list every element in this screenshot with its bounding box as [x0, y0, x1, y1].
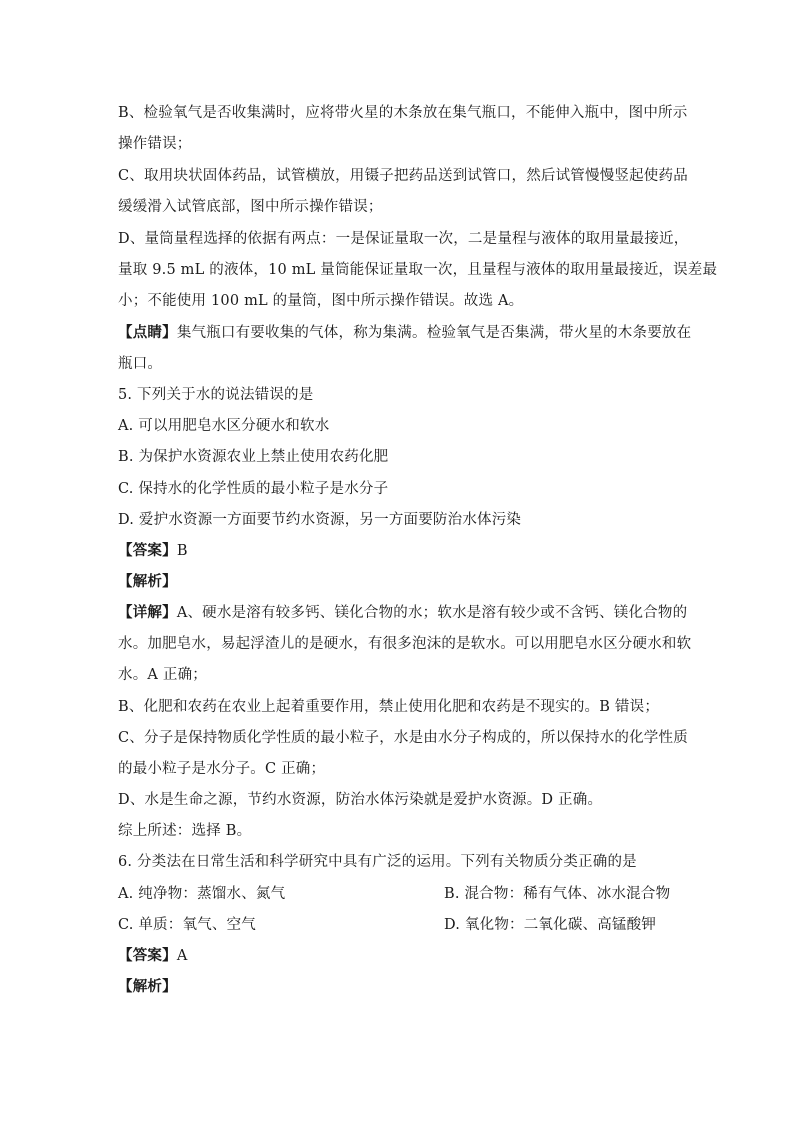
- q5-detail-b: B、化肥和农药在农业上起着重要作用，禁止使用化肥和农药是不现实的。B 错误；: [118, 699, 660, 715]
- dianjing-text: 集气瓶口有要收集的气体，称为集满。检验氧气是否集满，带火星的木条要放在: [176, 325, 692, 341]
- q5-detail-a3: 水。A 正确；: [118, 667, 207, 683]
- q6-stem: 6. 分类法在日常生活和科学研究中具有广泛的运用。下列有关物质分类正确的是: [118, 854, 637, 870]
- q5-detail-c2: 的最小粒子是水分子。C 正确；: [118, 761, 326, 777]
- dianjing-line-1: [118, 324, 691, 342]
- paragraph-c-line-1: C、取用块状固体药品，试管横放，用镊子把药品送到试管口，然后试管慢慢竖起使药品: [118, 168, 688, 184]
- q6-option-c: C. 单质：氧气、空气: [118, 917, 256, 933]
- q6-option-a: A. 纯净物：蒸馏水、氮气: [118, 886, 286, 902]
- q6-answer-label: 【答案】: [118, 947, 177, 964]
- paragraph-d-line-2: 量取 9.5 mL 的液体，10 mL 量筒能保证量取一次，且量程与液体的取用量最接近，误差最: [118, 262, 718, 278]
- q5-option-d: D. 爱护水资源一方面要节约水资源，另一方面要防治水体污染: [118, 512, 522, 528]
- q5-detail-d: D、水是生命之源，节约水资源，防治水体污染就是爱护水资源。D 正确。: [118, 792, 603, 808]
- q5-summary: 综上所述：选择 B。: [118, 823, 252, 839]
- q5-answer-value: B: [176, 543, 188, 559]
- paragraph-b-line-1: B、检验氧气是否收集满时，应将带火星的木条放在集气瓶口，不能伸入瓶中，图中所示: [118, 105, 688, 121]
- paragraph-d-line-3: 小；不能使用 100 mL 的量筒，图中所示操作错误。故选 A。: [118, 293, 524, 309]
- q5-detail-label: 【详解】: [118, 604, 177, 621]
- q5-stem: 5. 下列关于水的说法错误的是: [118, 387, 314, 403]
- q5-analysis-label: 【解析】: [118, 573, 177, 590]
- paragraph-b-line-2: 操作错误；: [118, 136, 192, 152]
- q5-detail-line-1: [118, 604, 687, 622]
- q6-option-b: B. 混合物：稀有气体、冰水混合物: [444, 886, 671, 902]
- q5-answer-label: 【答案】: [118, 542, 177, 559]
- paragraph-d-line-1: D、量筒量程选择的依据有两点：一是保证量取一次，二是量程与液体的取用量最接近，: [118, 231, 689, 247]
- q6-answer-value: A: [176, 948, 188, 964]
- q6-answer-line: [118, 947, 187, 965]
- q5-detail-a2: 水。加肥皂水，易起浮渣儿的是硬水，有很多泡沫的是软水。可以用肥皂水区分硬水和软: [118, 636, 692, 652]
- q5-detail-c1: C、分子是保持物质化学性质的最小粒子，水是由水分子构成的，所以保持水的化学性质: [118, 730, 688, 746]
- q5-option-a: A. 可以用肥皂水区分硬水和软水: [118, 418, 330, 434]
- q6-option-d: D. 氧化物：二氧化碳、高锰酸钾: [444, 917, 657, 933]
- dianjing-line-2: 瓶口。: [118, 356, 163, 372]
- q5-option-b: B. 为保护水资源农业上禁止使用农药化肥: [118, 449, 389, 465]
- q6-analysis-label: 【解析】: [118, 978, 177, 995]
- dianjing-label: 【点睛】: [118, 324, 177, 341]
- q5-detail-a1: A、硬水是溶有较多钙、镁化合物的水；软水是溶有较少或不含钙、镁化合物的: [176, 605, 688, 621]
- paragraph-c-line-2: 缓缓滑入试管底部，图中所示操作错误；: [118, 199, 383, 215]
- q5-option-c: C. 保持水的化学性质的最小粒子是水分子: [118, 481, 389, 497]
- q5-answer-line: [118, 542, 188, 560]
